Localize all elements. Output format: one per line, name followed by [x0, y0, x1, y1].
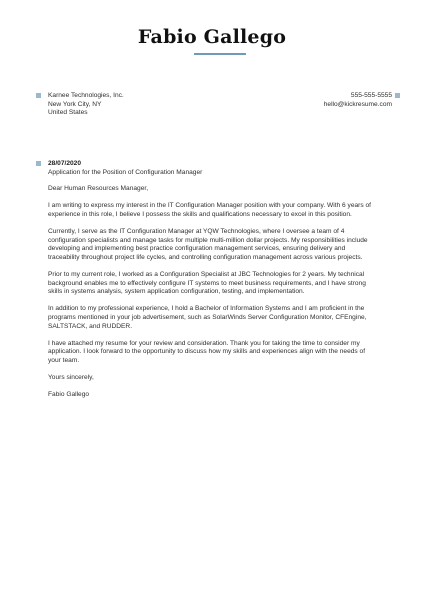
letter-body: [48, 185, 388, 400]
paragraph-line: programs mentioned in your job advertisement, such as SolarWinds Server Configuration Monitor, CFEngine,: [48, 313, 367, 321]
paragraph-line: Prior to my current role, I worked as a Configuration Specialist at JBC Technologies for 2 years. My technical: [48, 270, 365, 278]
contact-email: hello@kickresume.com: [323, 100, 392, 108]
date-marker-icon: [36, 161, 41, 166]
paragraph-line: SALTSTACK, and RUDDER.: [48, 322, 133, 330]
signature: Fabio Gallego: [48, 391, 90, 399]
letter-date: 28/07/2020: [48, 160, 82, 167]
applicant-name: Fabio Gallego: [137, 26, 287, 48]
sender-country: United States: [48, 109, 88, 117]
paragraph-line: I have attached my resume for your review and consideration. Thank you for taking the time to consider my: [48, 339, 360, 347]
contact-phone: 555-555-5555: [350, 92, 392, 99]
paragraph-line: skills in systems analysis, system application configuration, testing, and implementation.: [48, 288, 305, 296]
paragraph-line: developing and implementing best practice configuration management services, ensuring delivery and: [48, 245, 346, 253]
paragraph-line: In addition to my professional experience, I hold a Bachelor of Information Systems and I am proficient in the: [48, 305, 365, 313]
date-subject-block: [48, 160, 388, 177]
sender-marker-icon: [36, 93, 41, 98]
body-paragraph: [48, 228, 388, 262]
paragraph-line: your team.: [48, 356, 80, 364]
paragraph-line: I am writing to express my interest in the IT Configuration Manager position with your company. With 6 years of: [48, 202, 371, 210]
letter-subject: Application for the Position of Configuration Manager: [48, 168, 203, 176]
sender-address-block: [48, 92, 228, 118]
paragraph-line: Currently, I serve as the IT Configuration Manager at YQW Technologies, where I oversee a team of 4: [48, 227, 345, 235]
body-paragraph: [48, 340, 388, 366]
contact-marker-icon: [395, 93, 400, 98]
body-paragraph: [48, 305, 388, 331]
paragraph-line: background enables me to effectively configure IT systems to meet business requirements, and I have strong: [48, 279, 366, 287]
salutation: Dear Human Resources Manager,: [48, 185, 149, 192]
contact-block: [252, 92, 392, 109]
body-paragraph: [48, 202, 388, 219]
paragraph-line: experience in this role, I believe I possess the skills and qualifications necessary to excel in this position.: [48, 210, 352, 218]
sender-company: Karnee Technologies, Inc.: [48, 92, 124, 99]
paragraph-line: application. I look forward to the opportunity to discuss how my skills and experiences align with the needs of: [48, 348, 366, 356]
sender-city: New York City, NY: [48, 100, 102, 108]
closing: Yours sincerely,: [48, 374, 94, 382]
body-paragraph: [48, 271, 388, 297]
paragraph-line: configuration specialists and manage tasks for multiple multi-million dollar projects. My responsibilities include: [48, 236, 368, 244]
paragraph-line: traceability throughout project life cycles, and controlling configuration management across various projects.: [48, 253, 363, 261]
name-underline-divider: [194, 53, 246, 55]
